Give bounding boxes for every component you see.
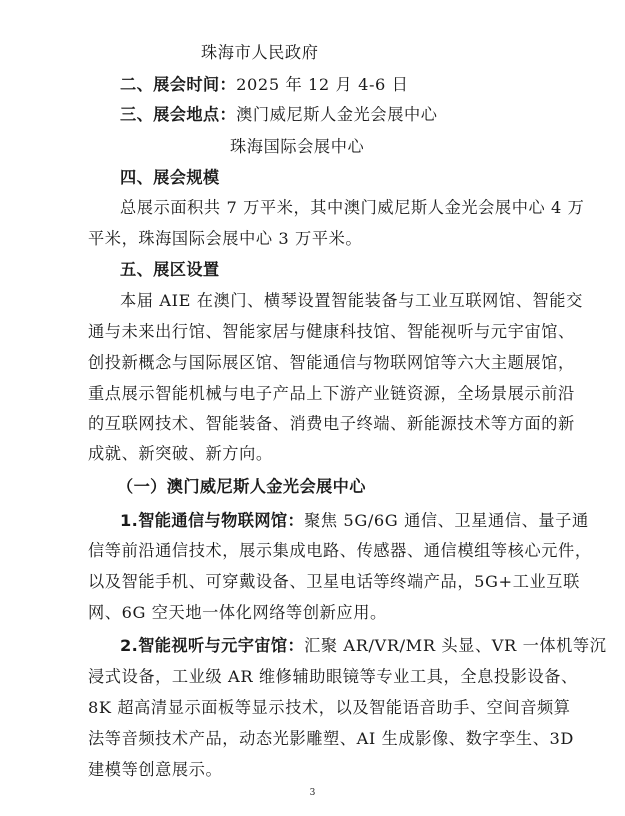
- paragraph-line: 平米，珠海国际会展中心 3 万平米。: [88, 229, 363, 248]
- labeled-line: [120, 105, 540, 125]
- line-value: 澳门威尼斯人金光会展中心: [236, 105, 438, 124]
- line-value: 聚焦 5G/6G 通信、卫星通信、量子通: [304, 511, 589, 530]
- page-number: 3: [309, 788, 316, 798]
- line-label: 1.智能通信与物联网馆：: [120, 511, 305, 530]
- paragraph-line: 珠海国际会展中心: [230, 137, 365, 156]
- paragraph-line: 以及智能手机、可穿戴设备、卫星电话等终端产品，5G+工业互联: [88, 572, 580, 591]
- labeled-line: [120, 636, 607, 656]
- line-label: 2.智能视听与元宇宙馆：: [120, 636, 305, 655]
- paragraph-line: 建模等创意展示。: [88, 760, 223, 779]
- paragraph-line: 8K 超高清显示面板等显示技术，以及智能语音助手、空间音频算: [88, 698, 571, 717]
- paragraph-line: 本届 AIE 在澳门、横琴设置智能装备与工业互联网馆、智能交: [120, 291, 583, 310]
- paragraph-line: 重点展示智能机械与电子产品上下游产业链资源，全场景展示前沿: [88, 384, 575, 403]
- section-heading: （一）澳门威尼斯人金光会展中心: [117, 477, 366, 496]
- line-label: 二、展会时间：: [120, 75, 237, 94]
- paragraph-line: 创投新概念与国际展区馆、智能通信与物联网馆等六大主题展馆，: [88, 353, 575, 372]
- labeled-line: [120, 511, 589, 531]
- paragraph-line: 浸式设备，工业级 AR 维修辅助眼镜等专业工具，全息投影设备、: [88, 667, 578, 686]
- section-heading: 五、展区设置: [120, 260, 220, 279]
- line-label: 三、展会地点：: [120, 105, 237, 124]
- line-value: 汇聚 AR/VR/MR 头显、VR 一体机等沉: [304, 636, 607, 655]
- paragraph-line: 网、6G 空天地一体化网络等创新应用。: [88, 603, 387, 622]
- paragraph-line: 成就、新突破、新方向。: [88, 444, 273, 463]
- labeled-line: [120, 75, 540, 95]
- paragraph-line: 总展示面积共 7 万平米，其中澳门威尼斯人金光会展中心 4 万: [120, 198, 585, 217]
- paragraph-line: 珠海市人民政府: [201, 43, 319, 62]
- paragraph-line: 法等音频技术产品，动态光影雕塑、AI 生成影像、数字孪生、3D: [88, 729, 574, 748]
- section-heading: 四、展会规模: [120, 168, 220, 187]
- paragraph-line: 的互联网技术、智能装备、消费电子终端、新能源技术等方面的新: [88, 414, 575, 433]
- paragraph-line: 信等前沿通信技术，展示集成电路、传感器、通信模组等核心元件，: [88, 541, 592, 560]
- paragraph-line: 通与未来出行馆、智能家居与健康科技馆、智能视听与元宇宙馆、: [88, 322, 575, 341]
- line-value: 2025 年 12 月 4-6 日: [236, 75, 409, 94]
